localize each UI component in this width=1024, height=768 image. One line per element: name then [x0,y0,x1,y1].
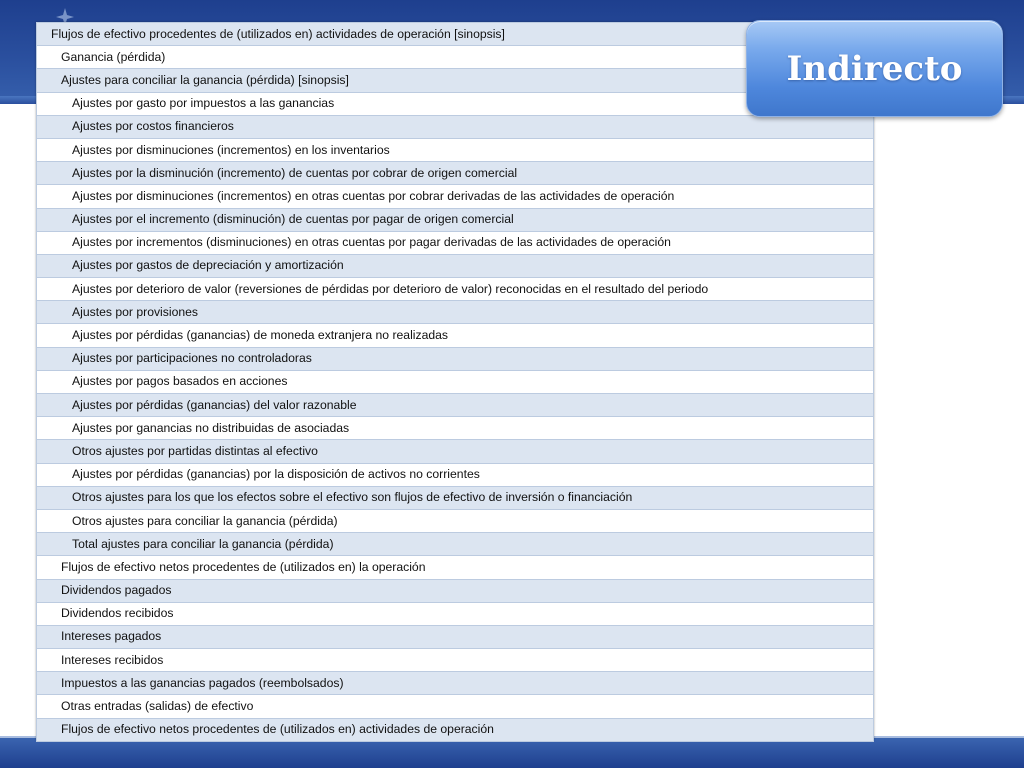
table-row-label: Ajustes por deterioro de valor (reversiones de pérdidas por deterioro de valor) reconocidas en el resultado del periodo [37,278,874,301]
table-row-label: Impuestos a las ganancias pagados (reembolsados) [37,672,874,695]
table-row [37,695,874,718]
table-row-label: Ajustes por incrementos (disminuciones) en otras cuentas por pagar derivadas de las actividades de operación [37,231,874,254]
table-row [37,579,874,602]
table-row-label: Ajustes por provisiones [37,301,874,324]
table-row [37,278,874,301]
table-row [37,347,874,370]
table-row [37,486,874,509]
table-row-label: Ajustes por pérdidas (ganancias) por la disposición de activos no corrientes [37,463,874,486]
table-row-label: Ajustes por costos financieros [37,115,874,138]
table-row [37,254,874,277]
table-row-label: Ajustes por pagos basados en acciones [37,370,874,393]
table-row [37,394,874,417]
table-row [37,533,874,556]
table-row-label: Ajustes por el incremento (disminución) de cuentas por pagar de origen comercial [37,208,874,231]
table-row-label: Flujos de efectivo procedentes de (utilizados en) actividades de operación [sinopsis] [37,23,874,46]
table-row-label: Ajustes por pérdidas (ganancias) del valor razonable [37,394,874,417]
table-row-label: Ajustes por disminuciones (incrementos) en otras cuentas por cobrar derivadas de las actividades de operación [37,185,874,208]
table-row-label: Flujos de efectivo netos procedentes de (utilizados en) la operación [37,556,874,579]
table-row-label: Intereses recibidos [37,649,874,672]
footer-banner [0,738,1024,768]
table-row [37,672,874,695]
cash-flow-statement-table [36,22,874,742]
table-row-label: Ajustes por gastos de depreciación y amortización [37,254,874,277]
table-row [37,138,874,161]
table-row [37,185,874,208]
table-row-label: Ajustes por pérdidas (ganancias) de moneda extranjera no realizadas [37,324,874,347]
table-row [37,301,874,324]
table-row [37,324,874,347]
table-row [37,556,874,579]
table-row [37,625,874,648]
table-row [37,440,874,463]
statement-table-body [37,23,874,742]
table-row [37,463,874,486]
table-row-label: Dividendos pagados [37,579,874,602]
table-row [37,162,874,185]
table-row [37,231,874,254]
table-row-label: Ajustes por la disminución (incremento) de cuentas por cobrar de origen comercial [37,162,874,185]
method-badge [746,20,1003,117]
table-row-label: Intereses pagados [37,625,874,648]
table-row [37,417,874,440]
table-row [37,602,874,625]
table-row [37,649,874,672]
table-row-label: Total ajustes para conciliar la ganancia (pérdida) [37,533,874,556]
table-row-label: Ajustes para conciliar la ganancia (pérdida) [sinopsis] [37,69,874,92]
table-row-label: Otros ajustes para los que los efectos sobre el efectivo son flujos de efectivo de inversión o financiación [37,486,874,509]
table-row-label: Ajustes por participaciones no controladoras [37,347,874,370]
table-row-label: Ajustes por disminuciones (incrementos) en los inventarios [37,138,874,161]
table-row-label: Ajustes por gasto por impuestos a las ganancias [37,92,874,115]
method-badge-label: Indirecto [786,48,963,89]
table-row-label: Otros ajustes por partidas distintas al efectivo [37,440,874,463]
table-row [37,208,874,231]
table-row [37,509,874,532]
table-row-label: Flujos de efectivo netos procedentes de (utilizados en) actividades de operación [37,718,874,741]
table-row [37,115,874,138]
table-row-label: Otros ajustes para conciliar la ganancia (pérdida) [37,509,874,532]
table-row-label: Ajustes por ganancias no distribuidas de asociadas [37,417,874,440]
table-row-label: Dividendos recibidos [37,602,874,625]
table-row [37,718,874,741]
table-row-label: Otras entradas (salidas) de efectivo [37,695,874,718]
table-row [37,370,874,393]
table-row-label: Ganancia (pérdida) [37,46,874,69]
